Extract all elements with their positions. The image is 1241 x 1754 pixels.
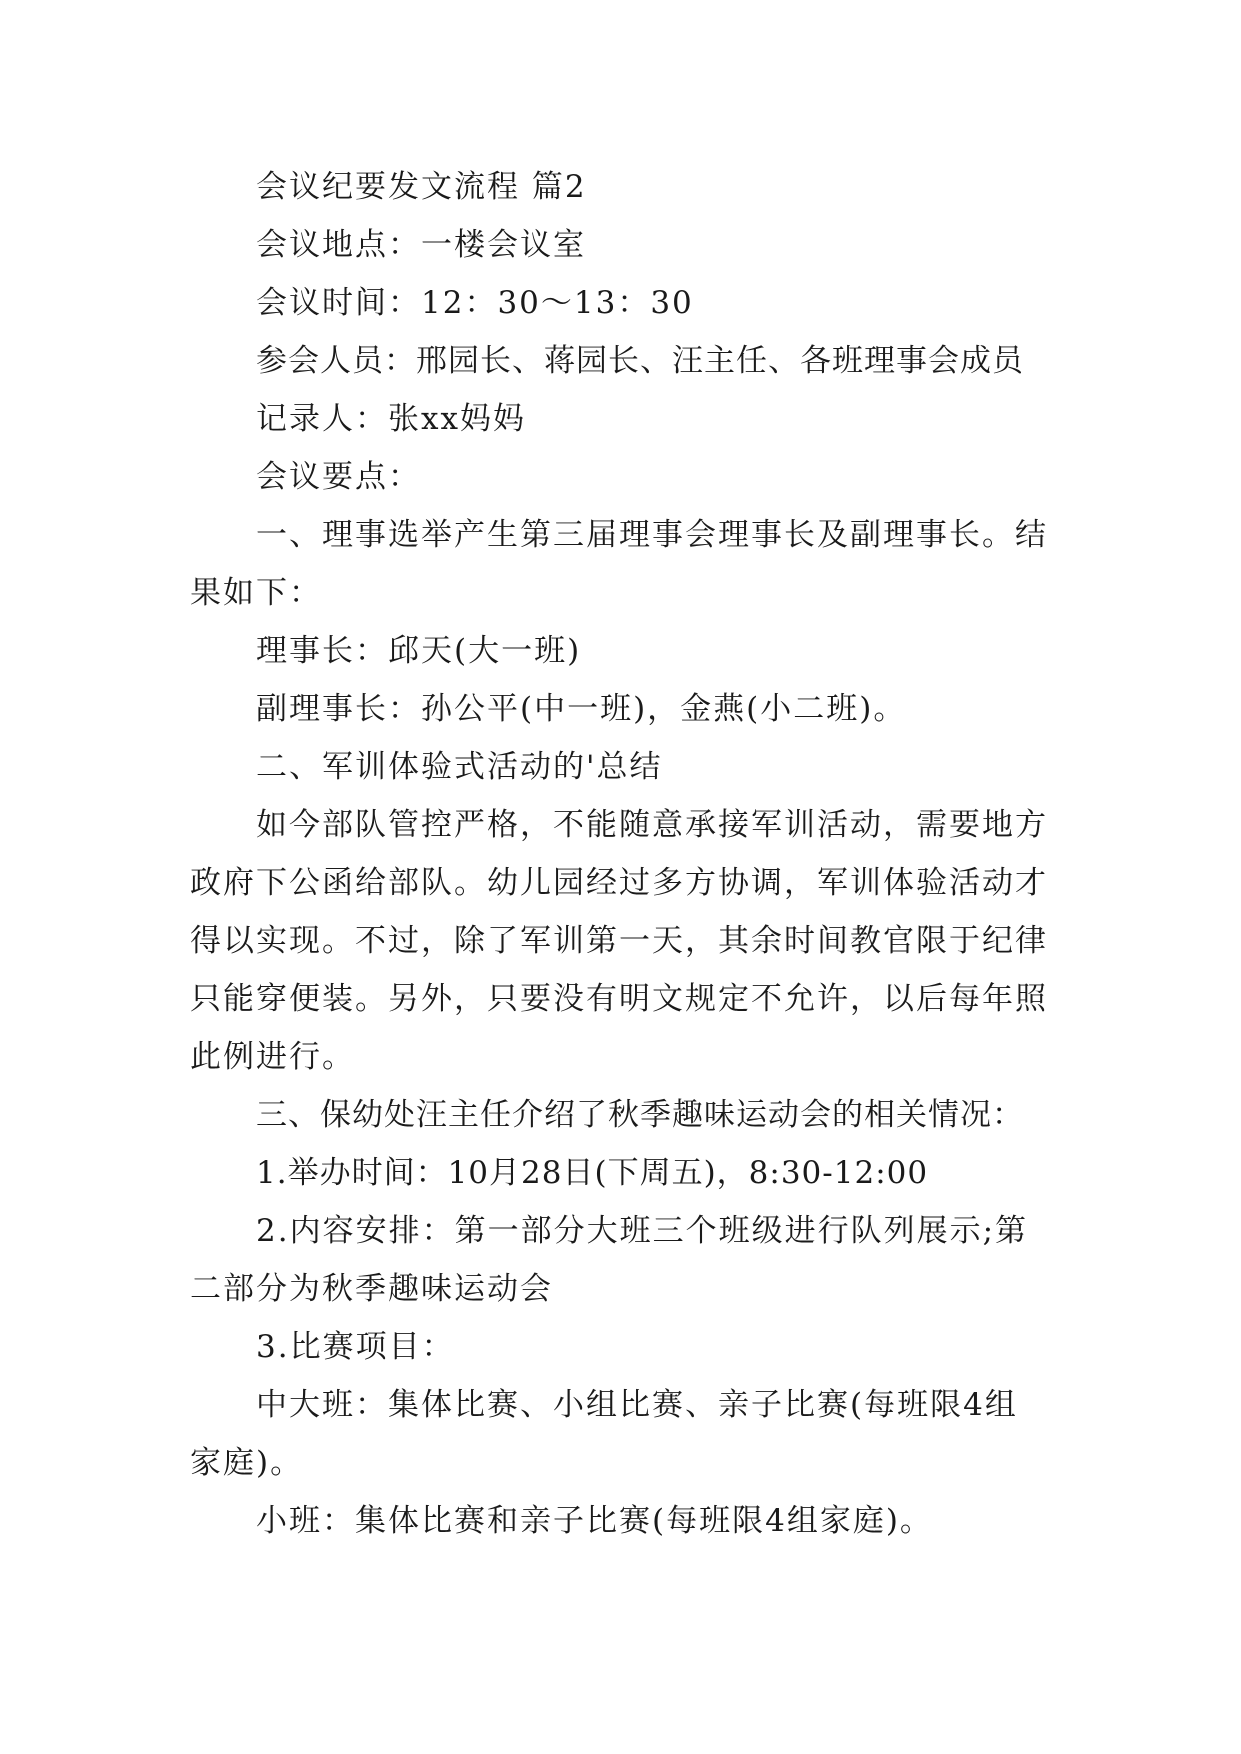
junior-class-line: 小班：集体比赛和亲子比赛(每班限4组家庭)。 xyxy=(256,1503,933,1539)
meeting-location: 会议地点：一楼会议室 xyxy=(256,227,586,263)
competition-items-heading: 3.比赛项目： xyxy=(256,1329,455,1365)
middle-senior-class-line: 中大班：集体比赛、小组比赛、亲子比赛(每班限4组家庭)。 xyxy=(190,1387,1018,1481)
content-arrangement-item: 2.内容安排：第一部分大班三个班级进行队列展示;第二部分为秋季趣味运动会 xyxy=(190,1213,1029,1307)
vice-chairman-line: 副理事长：孙公平(中一班)，金燕(小二班)。 xyxy=(256,691,907,727)
document-body xyxy=(190,158,1050,1550)
meeting-time: 会议时间：12：30～13：30 xyxy=(256,285,694,321)
chairman-line: 理事长：邱天(大一班) xyxy=(256,633,582,669)
section-one-heading: 一、理事选举产生第三届理事会理事长及副理事长。结果如下： xyxy=(190,517,1048,611)
meeting-recorder: 记录人：张xx妈妈 xyxy=(256,401,526,437)
section-two-heading: 二、军训体验式活动的'总结 xyxy=(256,749,663,785)
event-time-item: 1.举办时间：10月28日(下周五)，8:30-12:00 xyxy=(256,1155,929,1191)
document-title: 会议纪要发文流程 篇2 xyxy=(256,169,587,205)
section-two-body: 如今部队管控严格，不能随意承接军训活动，需要地方政府下公函给部队。幼儿园经过多方协调，军训体验活动才得以实现。不过，除了军训第一天，其余时间教官限于纪律只能穿便装。另外，只要没有明文规定不允许，以后每年照此例进行。 xyxy=(190,807,1048,1075)
section-three-heading: 三、保幼处汪主任介绍了秋季趣味运动会的相关情况： xyxy=(256,1097,1024,1133)
meeting-points-heading: 会议要点： xyxy=(256,459,421,495)
meeting-attendees: 参会人员：邢园长、蒋园长、汪主任、各班理事会成员 xyxy=(256,343,1024,379)
